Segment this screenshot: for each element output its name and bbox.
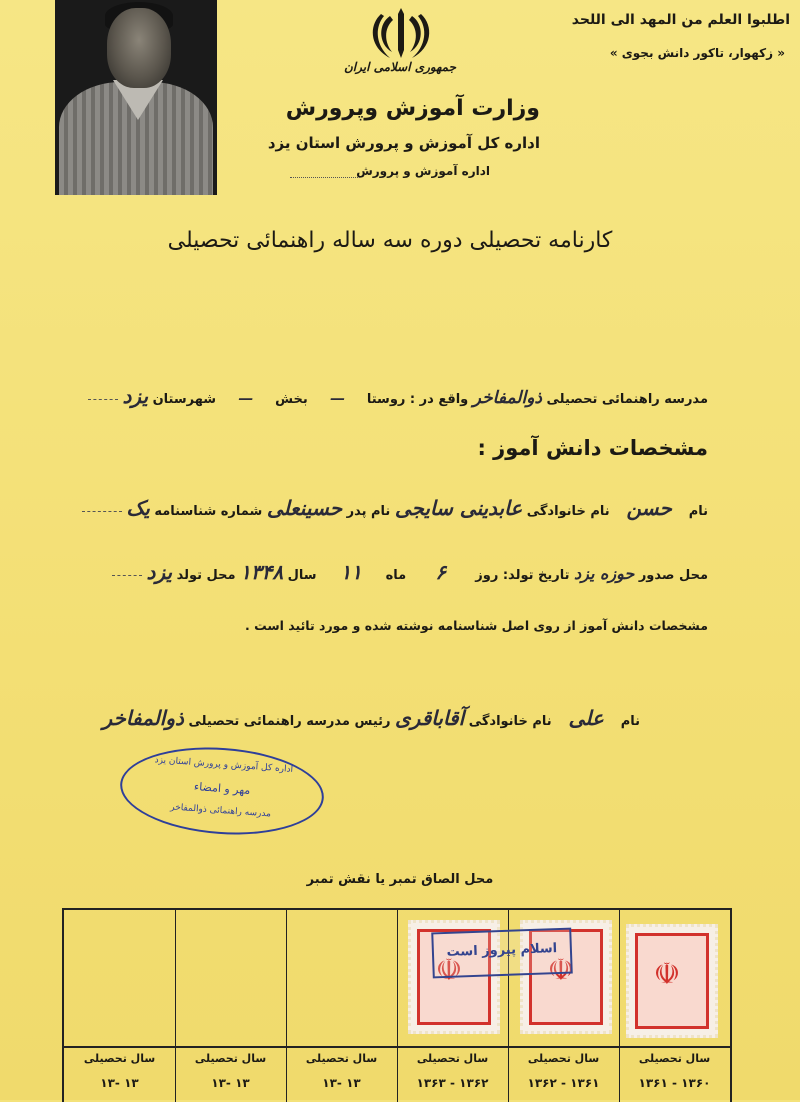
year-label-3: سال تحصیلی xyxy=(416,1052,489,1065)
revenue-stamp-2: ☫ xyxy=(520,920,612,1034)
seal-line-2: مهر و امضاء xyxy=(193,780,251,797)
issue-label: محل صدور xyxy=(638,568,708,583)
academic-years-grid xyxy=(62,908,732,1102)
month-value: ۱۱ xyxy=(340,560,362,584)
year-value-1: ۱۳۶۰ - ۱۳۶۱ xyxy=(638,1076,711,1090)
principal-name-label: نام xyxy=(620,714,640,729)
located-label: واقع در : روستا xyxy=(366,392,469,407)
birth-label: تاریخ تولد: روز xyxy=(475,568,570,583)
year-value-4: ۱۳ -۱۳ xyxy=(322,1076,361,1090)
father-value: حسینعلی xyxy=(266,496,343,520)
school-name: ذوالمفاخر xyxy=(472,388,542,408)
year-label-4: سال تحصیلی xyxy=(305,1052,378,1065)
revenue-stamp-1: ☫ xyxy=(408,920,500,1034)
student-photo xyxy=(55,0,217,195)
seal-line-1: اداره کل آموزش و پرورش استان یزد xyxy=(154,755,294,775)
office-title: اداره آموزش و پرورش xyxy=(356,164,490,178)
motto-subline: « زکهوار، تاکور دانش بجوی » xyxy=(609,46,785,60)
year-label-2: سال تحصیلی xyxy=(527,1052,600,1065)
year-value: ۱۳۴۸ xyxy=(240,560,284,584)
tax-stamp-note: محل الصاق تمبر یا نقش تمبر xyxy=(306,872,494,887)
first-name-value: حسن xyxy=(626,496,672,520)
directorate-title: اداره کل آموزش و پرورش استان یزد xyxy=(267,134,540,152)
year-label: سال xyxy=(287,568,317,583)
principal-last-value: آقاباقری xyxy=(395,706,465,730)
year-label-1: سال تحصیلی xyxy=(638,1052,711,1065)
id-label: شماره شناسنامه xyxy=(154,504,263,519)
city-label: شهرستان xyxy=(152,392,217,407)
student-name-line xyxy=(100,496,708,520)
seal-line-3: مدرسه راهنمائی ذوالمفاخر xyxy=(169,802,272,820)
year-value-2: ۱۳۶۱ - ۱۳۶۲ xyxy=(527,1076,600,1090)
birthplace-value: یزد xyxy=(146,560,173,584)
year-value-6: ۱۳ -۱۳ xyxy=(100,1076,139,1090)
ministry-title: وزارت آموزش وپرورش xyxy=(285,96,540,121)
month-label: ماه xyxy=(385,568,407,583)
principal-line xyxy=(80,706,640,730)
issue-value: حوزه یزد xyxy=(574,564,635,583)
student-section-heading: مشخصات دانش آموز : xyxy=(477,436,708,460)
islam-victorious-overstamp: اسلام پیروز است xyxy=(431,928,573,979)
verification-note: مشخصات دانش آموز از روی اصل شناسنامه نوشته شده و مورد تائید است . xyxy=(245,618,708,633)
principal-last-label: نام خانوادگی xyxy=(468,714,552,729)
father-label: نام پدر xyxy=(346,504,391,519)
district-label: بخش xyxy=(275,392,308,407)
last-name-value: عابدینی سایجی xyxy=(394,496,523,520)
motto: اطلبوا العلم من المهد الی اللحد xyxy=(571,12,790,28)
office-blank-line xyxy=(290,177,360,178)
district-value: — xyxy=(238,389,254,407)
last-name-label: نام خانوادگی xyxy=(526,504,610,519)
village-value: — xyxy=(329,389,345,407)
school-seal xyxy=(117,741,327,841)
document-title: کارنامه تحصیلی دوره سه ساله راهنمائی تحصیلی xyxy=(167,228,613,253)
year-value-3: ۱۳۶۲ - ۱۳۶۳ xyxy=(416,1076,489,1090)
birthplace-label: محل تولد xyxy=(176,568,236,583)
iran-emblem-icon xyxy=(368,6,434,60)
principal-role: رئیس مدرسه راهنمائی تحصیلی xyxy=(188,714,391,729)
year-label-6: سال تحصیلی xyxy=(83,1052,156,1065)
revenue-stamp-3: ☫ xyxy=(626,924,718,1038)
principal-name-value: علی xyxy=(568,706,604,730)
birth-line xyxy=(100,560,708,584)
id-value: یک xyxy=(126,496,150,520)
day-value: ۶ xyxy=(435,560,447,584)
first-name-label: نام xyxy=(688,504,708,519)
school-line xyxy=(100,384,708,408)
year-value-5: ۱۳ -۱۳ xyxy=(211,1076,250,1090)
city-value: یزد xyxy=(122,384,149,408)
school-label: مدرسه راهنمائی تحصیلی xyxy=(546,392,708,407)
principal-school: ذوالمفاخر xyxy=(102,706,184,730)
emblem-caption: جمهوری اسلامی ایران xyxy=(343,60,457,74)
year-label-5: سال تحصیلی xyxy=(194,1052,267,1065)
